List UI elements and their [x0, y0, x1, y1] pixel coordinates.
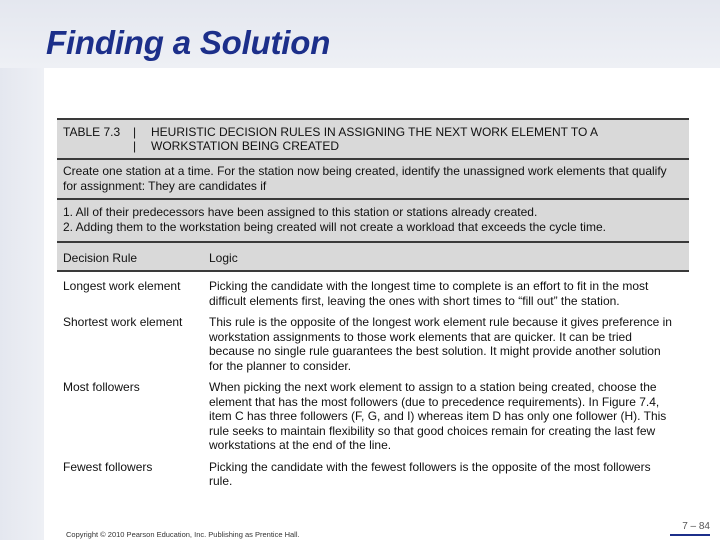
logic-cell: Picking the candidate with the longest time to complete is an effort to fit in the most difficult elements first, leaving the ones with short times to “fill out” the station.: [209, 279, 649, 308]
condition-item: 1. All of their predecessors have been assigned to this station or stations already created.: [63, 205, 538, 219]
column-header-logic: Logic: [209, 251, 238, 265]
heuristic-rules-table: [57, 118, 689, 489]
table-caption: [57, 120, 689, 158]
slide-title: Finding a Solution: [46, 24, 331, 61]
logic-cell: This rule is the opposite of the longest work element rule because it gives preference in workstation assignments to those work elements that are quicker. It can be tried because no single rule guarantees the best solution. It might provide another solution for the planner to consider.: [209, 315, 672, 373]
logic-cell: Picking the candidate with the fewest followers is the opposite of the most followers rule.: [209, 459, 651, 488]
logic-cell: When picking the next work element to assign to a station being created, choose the element that has the most followers (due to precedence requirements). In Figure 7.4, item C has three followers (F, G, and I) whereas item D has only one follower (H). This rule seeks to maintain flexibility so that good choices remain for creating the last few workstations at the end of the line.: [209, 380, 667, 452]
table-row: [57, 308, 689, 373]
column-headers: [57, 241, 689, 272]
table-caption-separator: | |: [133, 125, 137, 153]
page-number-underline: [670, 534, 710, 536]
table-number: TABLE 7.3: [63, 125, 121, 139]
condition-item: 2. Adding them to the workstation being created will not create a workload that exceeds the cycle time.: [63, 220, 606, 234]
column-header-decision-rule: Decision Rule: [63, 251, 138, 265]
table-conditions: [57, 198, 689, 241]
table-body: [57, 272, 689, 489]
rule-cell: Fewest followers: [63, 459, 153, 474]
copyright-notice: Copyright © 2010 Pearson Education, Inc. Publishing as Prentice Hall.: [66, 530, 300, 539]
table-row: [57, 373, 689, 453]
table-row: [57, 453, 689, 489]
rule-cell: Most followers: [63, 380, 140, 394]
rule-cell: Longest work element: [63, 279, 181, 293]
page-number: 7 – 84: [682, 521, 710, 532]
rule-cell: Shortest work element: [63, 315, 183, 329]
table-row: [57, 272, 689, 308]
content-corner: [44, 68, 720, 108]
table-header-block: [57, 118, 689, 272]
table-title: HEURISTIC DECISION RULES IN ASSIGNING THE NEXT WORK ELEMENT TO A WORKSTATION BEING CREATED: [151, 125, 598, 153]
side-band: [0, 68, 44, 540]
table-intro: Create one station at a time. For the station now being created, identify the unassigned work elements that qualify for assignment: They are candidates if: [57, 158, 689, 198]
